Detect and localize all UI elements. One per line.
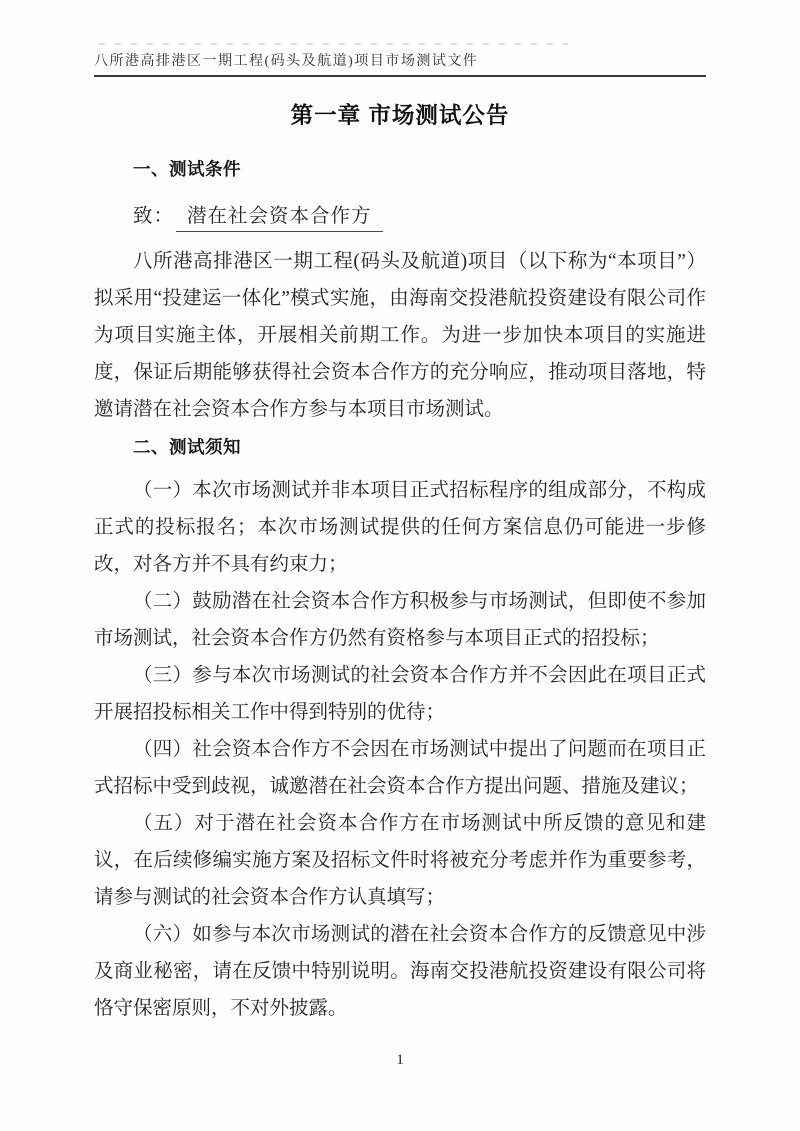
notice-item-4: （四）社会资本合作方不会因在市场测试中提出了问题而在项目正式招标中受到歧视，诚邀潜在社会资本合作方提出问题、措施及建议； — [94, 739, 706, 797]
addressee-label: 致： — [133, 206, 175, 227]
notice-list — [94, 472, 706, 1027]
addressee-value: 潜在社会资本合作方 — [176, 203, 383, 232]
running-header-text: 八所港高排港区一期工程(码头及航道)项目市场测试文件 — [94, 51, 706, 77]
page-number: 1 — [396, 1052, 404, 1068]
notice-item-2: （二）鼓励潜在社会资本合作方积极参与市场测试，但即使不参加市场测试，社会资本合作方仍然有资格参与本项目正式的招投标； — [94, 591, 706, 649]
document-header — [94, 0, 706, 77]
notice-item-5: （五）对于潜在社会资本合作方在市场测试中所反馈的意见和建议，在后续修编实施方案及招标文件时将被充分考虑并作为重要参考，请参与测试的社会资本合作方认真填写； — [94, 813, 706, 908]
section-heading-conditions: 一、测试条件 — [133, 159, 241, 179]
notice-item-6: （六）如参与本次市场测试的潜在社会资本合作方的反馈意见中涉及商业秘密，请在反馈中特别说明。海南交投港航投资建设有限公司将恪守保密原则，不对外披露。 — [94, 924, 706, 1019]
chapter-title: 第一章 市场测试公告 — [290, 103, 510, 128]
section-heading-notice: 二、测试须知 — [133, 437, 241, 457]
addressee-line — [133, 203, 706, 232]
conditions-paragraph: 八所港高排港区一期工程(码头及航道)项目（以下称为“本项目”）拟采用“投建运一体化”模式实施，由海南交投港航投资建设有限公司作为项目实施主体，开展相关前期工作。为进一步加快本项目的实施进度，保证后期能够获得社会资本合作方的充分响应，推动项目落地，特邀请潜在社会资本合作方参与本项目市场测试。 — [94, 251, 706, 420]
page-content — [94, 0, 706, 1027]
scan-artifact — [98, 43, 568, 45]
notice-item-3: （三）参与本次市场测试的社会资本合作方并不会因此在项目正式开展招投标相关工作中得到特别的优待； — [94, 665, 706, 723]
notice-item-1: （一）本次市场测试并非本项目正式招标程序的组成部分，不构成正式的投标报名；本次市场测试提供的任何方案信息仍可能进一步修改，对各方并不具有约束力； — [94, 480, 706, 575]
